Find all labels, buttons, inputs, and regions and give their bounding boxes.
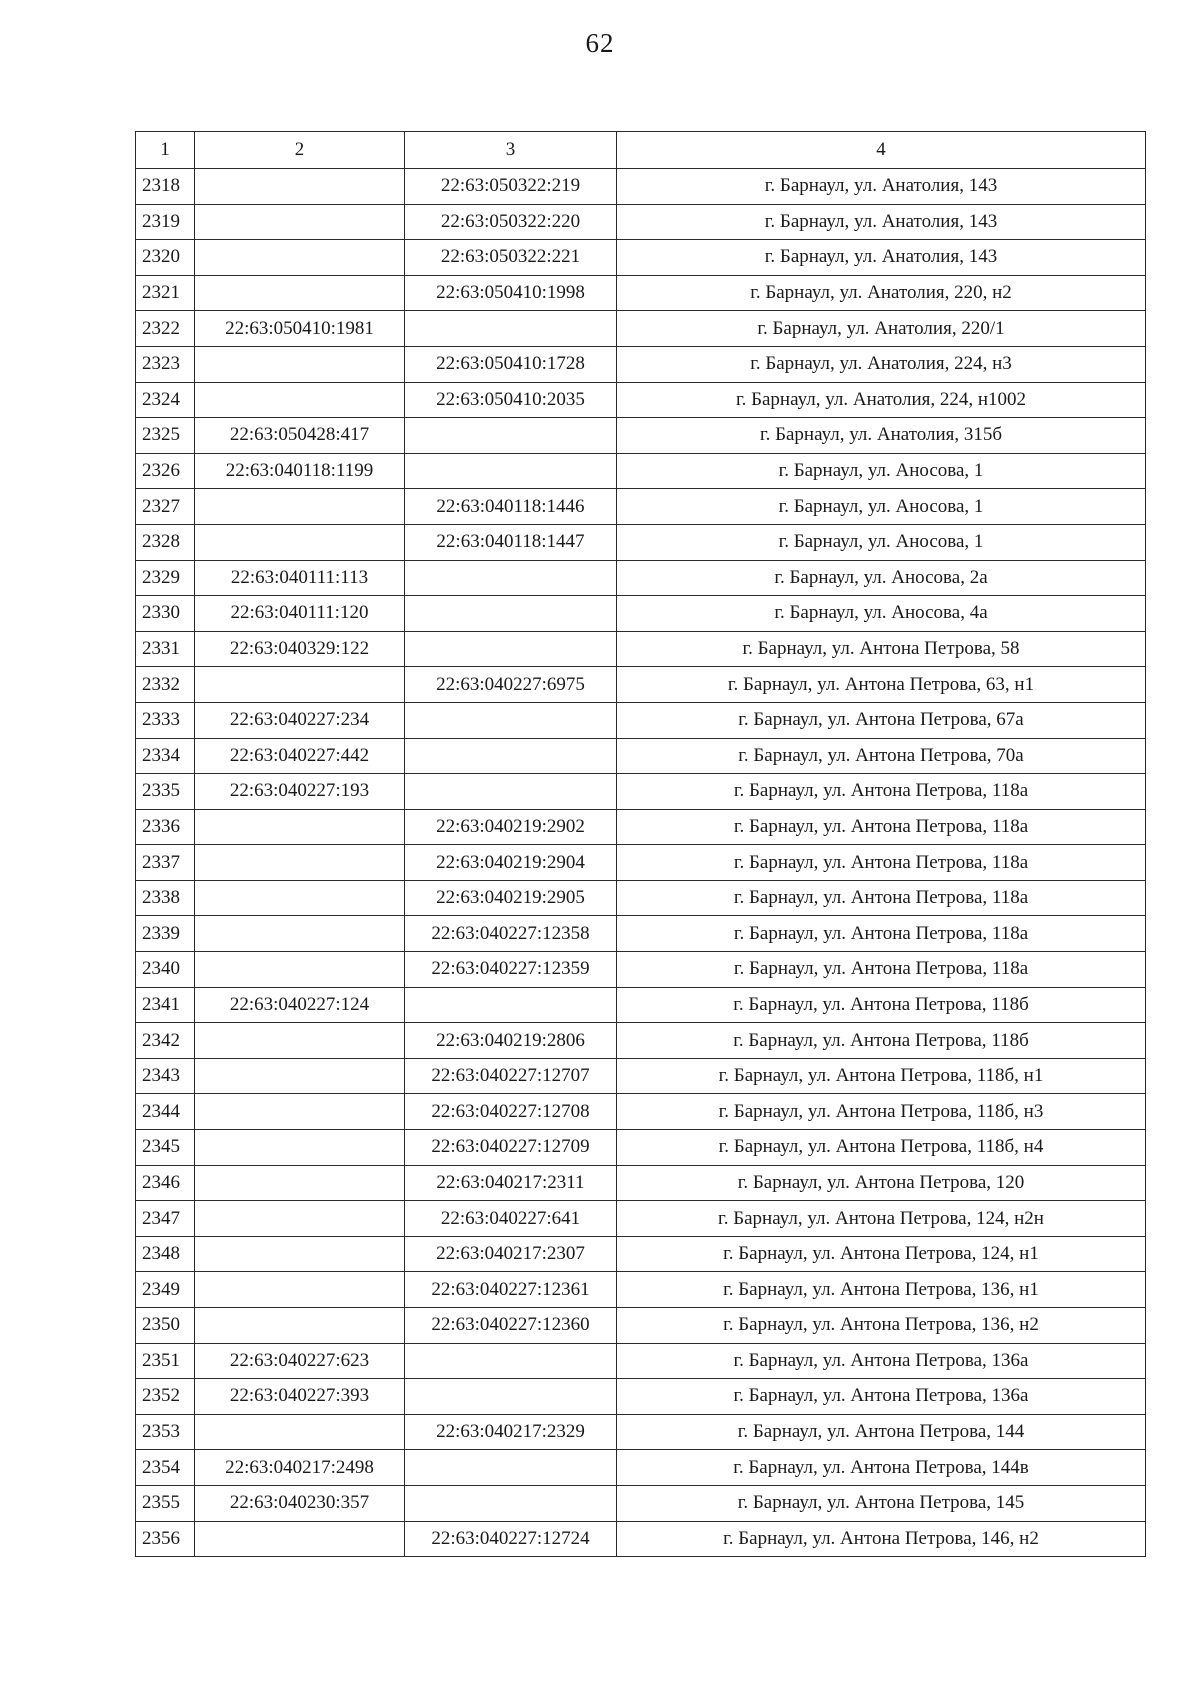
header-col-1: 1 (136, 132, 195, 169)
table-row (136, 1236, 1146, 1272)
cell-cadastral-land: 22:63:050428:417 (195, 418, 405, 454)
cell-cadastral-building: 22:63:040227:12358 (405, 916, 617, 952)
cell-cadastral-land: 22:63:040329:122 (195, 631, 405, 667)
cell-cadastral-building (405, 311, 617, 347)
table-row (136, 1023, 1146, 1059)
cell-cadastral-land (195, 1414, 405, 1450)
cell-cadastral-land (195, 169, 405, 205)
table-row (136, 204, 1146, 240)
cell-address: г. Барнаул, ул. Антона Петрова, 136, н2 (617, 1308, 1146, 1344)
table-row (136, 1094, 1146, 1130)
cell-cadastral-land (195, 240, 405, 276)
cell-address: г. Барнаул, ул. Антона Петрова, 118б (617, 987, 1146, 1023)
cell-cadastral-building: 22:63:040227:12724 (405, 1521, 617, 1557)
cell-cadastral-building: 22:63:040118:1446 (405, 489, 617, 525)
cell-address: г. Барнаул, ул. Анатолия, 143 (617, 169, 1146, 205)
cell-cadastral-building: 22:63:040227:12708 (405, 1094, 617, 1130)
cell-address: г. Барнаул, ул. Антона Петрова, 124, н2н (617, 1201, 1146, 1237)
cell-address: г. Барнаул, ул. Антона Петрова, 118б (617, 1023, 1146, 1059)
cell-cadastral-building (405, 453, 617, 489)
table-row (136, 1272, 1146, 1308)
cell-address: г. Барнаул, ул. Анатолия, 143 (617, 240, 1146, 276)
cell-address: г. Барнаул, ул. Антона Петрова, 67а (617, 702, 1146, 738)
cell-number: 2334 (136, 738, 195, 774)
cell-number: 2325 (136, 418, 195, 454)
cell-number: 2321 (136, 275, 195, 311)
table-row (136, 453, 1146, 489)
cell-cadastral-land (195, 1272, 405, 1308)
cell-address: г. Барнаул, ул. Антона Петрова, 118б, н1 (617, 1058, 1146, 1094)
cell-cadastral-land (195, 346, 405, 382)
cell-address: г. Барнаул, ул. Антона Петрова, 136а (617, 1379, 1146, 1415)
table-row (136, 738, 1146, 774)
cell-cadastral-land: 22:63:040227:124 (195, 987, 405, 1023)
cell-number: 2343 (136, 1058, 195, 1094)
cell-cadastral-building: 22:63:050322:219 (405, 169, 617, 205)
cell-number: 2338 (136, 880, 195, 916)
table-row (136, 880, 1146, 916)
cell-cadastral-land (195, 809, 405, 845)
cell-cadastral-building: 22:63:040227:6975 (405, 667, 617, 703)
cell-cadastral-building (405, 631, 617, 667)
cell-cadastral-building: 22:63:050410:2035 (405, 382, 617, 418)
cell-number: 2329 (136, 560, 195, 596)
table-row (136, 1058, 1146, 1094)
cell-cadastral-building (405, 1379, 617, 1415)
cell-cadastral-building: 22:63:040219:2806 (405, 1023, 617, 1059)
cell-number: 2337 (136, 845, 195, 881)
cell-address: г. Барнаул, ул. Антона Петрова, 70а (617, 738, 1146, 774)
cell-cadastral-building: 22:63:040227:12707 (405, 1058, 617, 1094)
cell-number: 2332 (136, 667, 195, 703)
cell-number: 2318 (136, 169, 195, 205)
cell-cadastral-building: 22:63:050410:1728 (405, 346, 617, 382)
table-row (136, 240, 1146, 276)
cell-cadastral-land: 22:63:040227:393 (195, 1379, 405, 1415)
page-number: 62 (585, 28, 615, 58)
cell-number: 2356 (136, 1521, 195, 1557)
cell-cadastral-building: 22:63:040227:12361 (405, 1272, 617, 1308)
cell-address: г. Барнаул, ул. Антона Петрова, 144в (617, 1450, 1146, 1486)
cell-number: 2326 (136, 453, 195, 489)
cell-cadastral-building: 22:63:040219:2905 (405, 880, 617, 916)
cell-cadastral-land (195, 1058, 405, 1094)
cell-cadastral-land (195, 845, 405, 881)
cell-number: 2333 (136, 702, 195, 738)
table-header-row (136, 132, 1146, 169)
table-row (136, 1308, 1146, 1344)
cell-address: г. Барнаул, ул. Анатолия, 220/1 (617, 311, 1146, 347)
property-table (135, 131, 1146, 1557)
cell-cadastral-building: 22:63:040217:2307 (405, 1236, 617, 1272)
cell-cadastral-land: 22:63:040118:1199 (195, 453, 405, 489)
cell-address: г. Барнаул, ул. Антона Петрова, 136, н1 (617, 1272, 1146, 1308)
cell-address: г. Барнаул, ул. Антона Петрова, 63, н1 (617, 667, 1146, 703)
cell-cadastral-land (195, 1094, 405, 1130)
table-row (136, 809, 1146, 845)
cell-cadastral-land (195, 952, 405, 988)
table-row (136, 1379, 1146, 1415)
cell-address: г. Барнаул, ул. Аносова, 1 (617, 489, 1146, 525)
cell-cadastral-land (195, 489, 405, 525)
table-body (136, 169, 1146, 1557)
cell-number: 2348 (136, 1236, 195, 1272)
cell-address: г. Барнаул, ул. Антона Петрова, 118а (617, 916, 1146, 952)
cell-address: г. Барнаул, ул. Антона Петрова, 136а (617, 1343, 1146, 1379)
cell-cadastral-building: 22:63:040227:12709 (405, 1130, 617, 1166)
table-row (136, 631, 1146, 667)
cell-cadastral-land: 22:63:040230:357 (195, 1485, 405, 1521)
cell-cadastral-building: 22:63:040227:12359 (405, 952, 617, 988)
table-row (136, 169, 1146, 205)
table-row (136, 1485, 1146, 1521)
table-row (136, 596, 1146, 632)
cell-cadastral-land (195, 667, 405, 703)
table-row (136, 1343, 1146, 1379)
cell-cadastral-land: 22:63:040227:234 (195, 702, 405, 738)
cell-cadastral-land: 22:63:040111:120 (195, 596, 405, 632)
cell-cadastral-land: 22:63:040217:2498 (195, 1450, 405, 1486)
cell-cadastral-building (405, 418, 617, 454)
header-col-2: 2 (195, 132, 405, 169)
table-row (136, 1165, 1146, 1201)
cell-number: 2322 (136, 311, 195, 347)
cell-cadastral-land (195, 1201, 405, 1237)
cell-cadastral-land (195, 275, 405, 311)
cell-cadastral-land (195, 1023, 405, 1059)
table-row (136, 560, 1146, 596)
cell-number: 2324 (136, 382, 195, 418)
cell-cadastral-building: 22:63:040118:1447 (405, 524, 617, 560)
cell-number: 2328 (136, 524, 195, 560)
cell-number: 2341 (136, 987, 195, 1023)
cell-cadastral-land (195, 916, 405, 952)
cell-number: 2345 (136, 1130, 195, 1166)
cell-number: 2323 (136, 346, 195, 382)
cell-number: 2320 (136, 240, 195, 276)
cell-number: 2330 (136, 596, 195, 632)
table-row (136, 1130, 1146, 1166)
cell-cadastral-land: 22:63:040227:193 (195, 774, 405, 810)
cell-number: 2344 (136, 1094, 195, 1130)
cell-address: г. Барнаул, ул. Антона Петрова, 118а (617, 774, 1146, 810)
cell-number: 2335 (136, 774, 195, 810)
cell-number: 2342 (136, 1023, 195, 1059)
cell-address: г. Барнаул, ул. Антона Петрова, 118а (617, 952, 1146, 988)
cell-address: г. Барнаул, ул. Антона Петрова, 145 (617, 1485, 1146, 1521)
cell-number: 2353 (136, 1414, 195, 1450)
cell-cadastral-land (195, 1165, 405, 1201)
cell-address: г. Барнаул, ул. Антона Петрова, 118а (617, 809, 1146, 845)
cell-number: 2351 (136, 1343, 195, 1379)
cell-address: г. Барнаул, ул. Антона Петрова, 118а (617, 845, 1146, 881)
cell-cadastral-land (195, 880, 405, 916)
cell-number: 2349 (136, 1272, 195, 1308)
cell-address: г. Барнаул, ул. Антона Петрова, 146, н2 (617, 1521, 1146, 1557)
cell-cadastral-building: 22:63:040227:12360 (405, 1308, 617, 1344)
cell-cadastral-building: 22:63:050410:1998 (405, 275, 617, 311)
table-row (136, 524, 1146, 560)
cell-number: 2355 (136, 1485, 195, 1521)
cell-address: г. Барнаул, ул. Анатолия, 143 (617, 204, 1146, 240)
cell-number: 2352 (136, 1379, 195, 1415)
table-row (136, 774, 1146, 810)
table-row (136, 1414, 1146, 1450)
cell-cadastral-land (195, 524, 405, 560)
cell-cadastral-land (195, 1521, 405, 1557)
cell-address: г. Барнаул, ул. Аносова, 1 (617, 453, 1146, 489)
cell-cadastral-building: 22:63:040227:641 (405, 1201, 617, 1237)
table-row (136, 1450, 1146, 1486)
cell-cadastral-building: 22:63:040219:2904 (405, 845, 617, 881)
cell-address: г. Барнаул, ул. Антона Петрова, 58 (617, 631, 1146, 667)
cell-cadastral-land (195, 1236, 405, 1272)
cell-cadastral-land (195, 1130, 405, 1166)
table-row (136, 916, 1146, 952)
cell-number: 2331 (136, 631, 195, 667)
cell-address: г. Барнаул, ул. Анатолия, 224, н1002 (617, 382, 1146, 418)
cell-cadastral-building (405, 702, 617, 738)
cell-number: 2340 (136, 952, 195, 988)
table-row (136, 346, 1146, 382)
cell-address: г. Барнаул, ул. Антона Петрова, 124, н1 (617, 1236, 1146, 1272)
header-col-3: 3 (405, 132, 617, 169)
cell-address: г. Барнаул, ул. Анатолия, 220, н2 (617, 275, 1146, 311)
cell-address: г. Барнаул, ул. Аносова, 2а (617, 560, 1146, 596)
cell-number: 2354 (136, 1450, 195, 1486)
cell-cadastral-building (405, 738, 617, 774)
cell-number: 2336 (136, 809, 195, 845)
table-row (136, 1521, 1146, 1557)
cell-cadastral-land (195, 204, 405, 240)
cell-cadastral-building (405, 1485, 617, 1521)
cell-number: 2339 (136, 916, 195, 952)
cell-address: г. Барнаул, ул. Аносова, 1 (617, 524, 1146, 560)
cell-cadastral-land: 22:63:040227:442 (195, 738, 405, 774)
cell-address: г. Барнаул, ул. Антона Петрова, 118б, н4 (617, 1130, 1146, 1166)
table-row (136, 418, 1146, 454)
cell-cadastral-land: 22:63:050410:1981 (195, 311, 405, 347)
table-row (136, 952, 1146, 988)
cell-address: г. Барнаул, ул. Аносова, 4а (617, 596, 1146, 632)
cell-address: г. Барнаул, ул. Анатолия, 224, н3 (617, 346, 1146, 382)
table-row (136, 489, 1146, 525)
table-row (136, 382, 1146, 418)
cell-cadastral-land (195, 1308, 405, 1344)
table-row (136, 1201, 1146, 1237)
table-row (136, 702, 1146, 738)
cell-address: г. Барнаул, ул. Антона Петрова, 118а (617, 880, 1146, 916)
table-row (136, 275, 1146, 311)
cell-address: г. Барнаул, ул. Антона Петрова, 144 (617, 1414, 1146, 1450)
cell-cadastral-land: 22:63:040111:113 (195, 560, 405, 596)
cell-cadastral-building: 22:63:040217:2311 (405, 1165, 617, 1201)
cell-address: г. Барнаул, ул. Антона Петрова, 120 (617, 1165, 1146, 1201)
cell-cadastral-building (405, 1450, 617, 1486)
cell-address: г. Барнаул, ул. Антона Петрова, 118б, н3 (617, 1094, 1146, 1130)
header-col-4: 4 (617, 132, 1146, 169)
table-row (136, 311, 1146, 347)
cell-number: 2346 (136, 1165, 195, 1201)
cell-cadastral-building (405, 987, 617, 1023)
cell-cadastral-land: 22:63:040227:623 (195, 1343, 405, 1379)
table-row (136, 987, 1146, 1023)
cell-cadastral-building: 22:63:050322:220 (405, 204, 617, 240)
cell-cadastral-building: 22:63:040217:2329 (405, 1414, 617, 1450)
table-row (136, 845, 1146, 881)
table-row (136, 667, 1146, 703)
cell-cadastral-building (405, 560, 617, 596)
cell-cadastral-building (405, 1343, 617, 1379)
cell-cadastral-building: 22:63:040219:2902 (405, 809, 617, 845)
cell-number: 2347 (136, 1201, 195, 1237)
cell-cadastral-building: 22:63:050322:221 (405, 240, 617, 276)
cell-number: 2319 (136, 204, 195, 240)
cell-number: 2327 (136, 489, 195, 525)
cell-cadastral-building (405, 774, 617, 810)
cell-cadastral-land (195, 382, 405, 418)
cell-address: г. Барнаул, ул. Анатолия, 315б (617, 418, 1146, 454)
cell-cadastral-building (405, 596, 617, 632)
cell-number: 2350 (136, 1308, 195, 1344)
